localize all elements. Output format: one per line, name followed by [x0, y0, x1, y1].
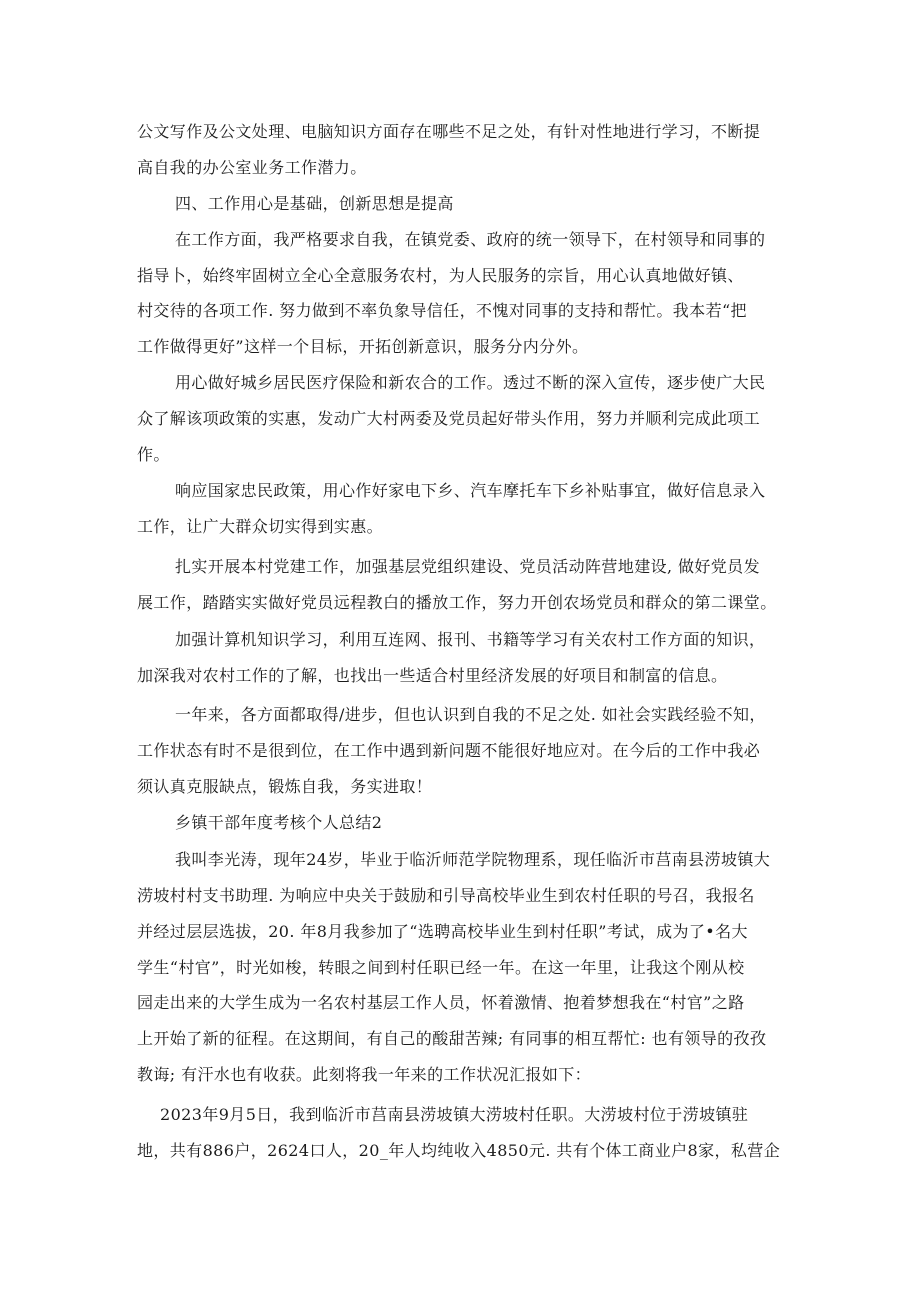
- text-line: 须认真克服缺点，锻炼自我，务实进取！: [137, 777, 433, 796]
- text-line: 公文写作及公文处理、电脑知识方面存在哪些不足之处，有针对性地进行学习，不断提: [137, 122, 761, 141]
- text-line: 工作状态有时不是很到位，在工作中遇到新问题不能很好地应对。在今后的工作中我必: [137, 741, 761, 760]
- text-line: 我叫李光涛，现年24岁，毕业于临沂师范学院物理系，现任临沂市莒南县涝坡镇大: [175, 850, 771, 869]
- text-line: 涝坡村村支书助理. 为响应中央关于鼓励和引导高校毕业生到农村任职的号召，我报名: [137, 886, 755, 905]
- text-line: 地，共有886户，2624口人，20_年人均纯收入4850元. 共有个体工商业户8家，私营企: [137, 1141, 781, 1160]
- text-line: 园走出来的大学生成为一名农村基层工作人员，怀着激情、抱着梦想我在“村官”之路: [137, 993, 745, 1012]
- text-line: 一年来，各方面都取得/进步，但也认识到自我的不足之处. 如社会实践经验不知，: [175, 705, 766, 724]
- text-line: 指导卜，始终牢固树立全心全意服务农村，为人民服务的宗旨，用心认真地做好镇、: [137, 266, 744, 285]
- section-heading: 乡镇干部年度考核个人总结2: [175, 813, 383, 832]
- text-line: 众了解该项政策的实惠，发动广大村两委及党员起好带头作用，努力并顺利完成此项工: [137, 409, 761, 428]
- text-line: 工作做得更好”这样一个目标，开拓创新意识，服务分内分外。: [137, 337, 589, 356]
- text-line: 学生“村官”，时光如梭，转眼之间到村任职已经一年。在这一年里，让我这个刚从校: [137, 958, 745, 977]
- text-line: 扎实开展本村党建工作，加强基层党组织建设、党员活动阵营地建设, 做好党员发: [175, 557, 760, 576]
- text-line: 加深我对农村工作的了解，也找出一些适合村里经济发展的好项目和制富的信息。: [137, 666, 728, 685]
- text-line: 加强计算机知识学习，利用互连网、报刊、书籍等学习有关农村工作方面的知识，: [175, 630, 766, 649]
- text-line: 在工作方面，我严格要求自我，在镇党委、政府的统一领导下，在村领导和同事的: [175, 230, 766, 249]
- text-line: 高自我的办公室业务工作潜力。: [137, 158, 367, 177]
- text-line: 用心做好城乡居民医疗保险和新农合的工作。透过不断的深入宣传，逐步使广大民: [175, 373, 766, 392]
- section-heading: 四、工作用心是基础，创新思想是提高: [175, 194, 454, 213]
- text-line: 工作，让广大群众切实得到实惠。: [137, 517, 384, 536]
- text-line: 教诲; 有汗水也有收获。此刻将我一年来的工作状况汇报如下：: [137, 1065, 592, 1084]
- text-line: 响应国家忠民政策，用心作好家电下乡、汽车摩托车下乡补贴事宜，做好信息录入: [175, 481, 766, 500]
- text-line: 上开始了新的征程。在这期间，有自己的酸甜苦辣; 有同事的相互帮忙: 也有领导的孜孜: [137, 1029, 767, 1048]
- text-line: 并经过层层选拔，20. 年8月我参加了“选聘高校毕业生到村任职”考试，成为了•名大: [137, 922, 748, 941]
- text-line: 2023年9月5日，我到临沂市莒南县涝坡镇大涝坡村任职。大涝坡村位于涝坡镇驻: [160, 1105, 749, 1124]
- text-line: 作。: [137, 445, 170, 464]
- text-line: 展工作，踏踏实实做好党员远程教白的播放工作，努力开创农场党员和群众的第二课堂。: [137, 593, 777, 612]
- text-line: 村交待的各项工作. 努力做到不率负象导信任，不愧对同事的支持和帮忙。我本若“把: [137, 301, 747, 320]
